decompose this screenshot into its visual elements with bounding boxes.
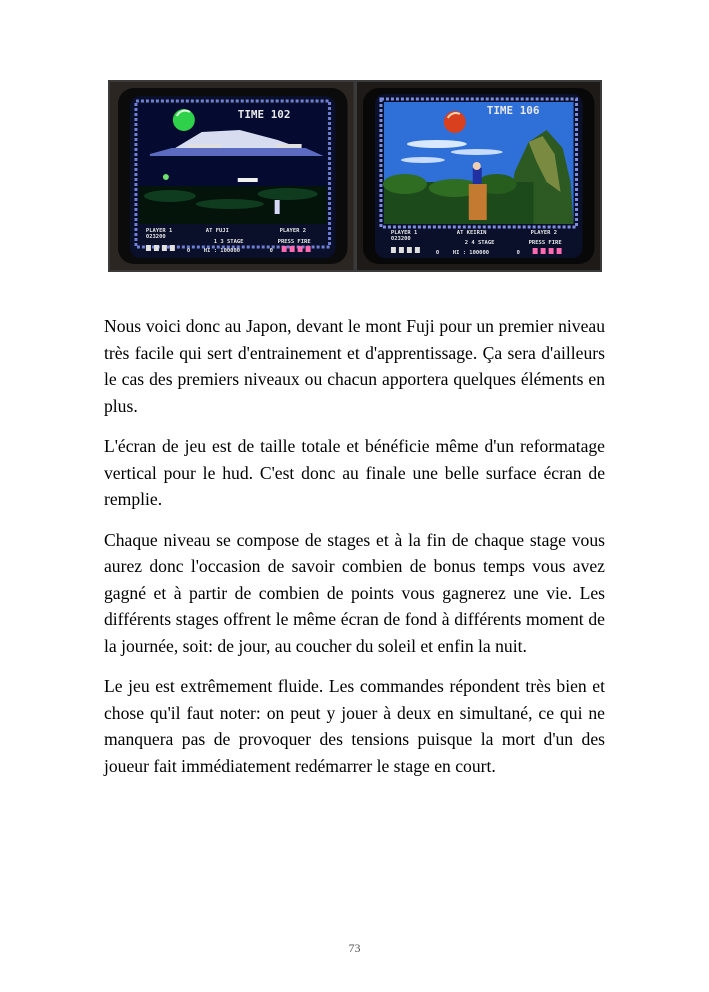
- paragraph-gameplay: Le jeu est extrêmement fluide. Les commandes répondent très bien et chose qu'il faut noter: on peut y jouer à deux en simultané, ce qui ne manquera pas de provoquer des tensions puisque la mort d'un des joueur fait immédiatement redémarrer le stage en court.: [104, 676, 605, 776]
- stage-number: 2 4 STAGE: [464, 239, 494, 247]
- hi-score: HI : 100000: [452, 249, 489, 257]
- time-counter: TIME 106: [486, 103, 540, 118]
- player1-score: 023200: [390, 235, 411, 243]
- crt-fuji-illustration: [110, 82, 354, 270]
- player1-lives-count: 0: [435, 249, 439, 257]
- crt-photo-keirin: [357, 82, 601, 270]
- crt-keirin-illustration: [357, 82, 601, 270]
- player1-label: PLAYER 1: [145, 227, 173, 235]
- paragraph-stages: Chaque niveau se compose de stages et à la fin de chaque stage vous aurez donc l'occasion de savoir combien de bonus temps vous avez gagné et à partir de combien de points vous gagnerez une vie. Les différents stages offrent le même écran de fond à différents moment de la journée, soit: de jour, au coucher du soleil et enfin la nuit.: [104, 529, 605, 656]
- hi-score: HI : 100000: [203, 247, 241, 255]
- stage-number: 1 3 STAGE: [213, 238, 244, 246]
- screenshot-figure: [108, 80, 602, 272]
- press-fire-label: PRESS FIRE: [528, 239, 562, 247]
- stage-location: AT FUJI: [205, 227, 229, 235]
- player2-lives-count: 0: [269, 247, 273, 255]
- player2-lives-count: 0: [516, 249, 520, 257]
- press-fire-label: PRESS FIRE: [277, 238, 311, 246]
- player1-lives-count: 0: [186, 247, 191, 255]
- page-number: 73: [348, 941, 361, 955]
- paragraph-screen: L'écran de jeu est de taille totale et bénéficie même d'un reformatage vertical pour le hud. C'est donc au finale une belle surface écran de remplie.: [104, 436, 605, 509]
- player1-label: PLAYER 1: [390, 229, 417, 237]
- player1-score: 023200: [145, 233, 166, 241]
- player2-label: PLAYER 2: [279, 227, 307, 235]
- time-counter: TIME 102: [237, 107, 291, 122]
- paragraph-intro: Nous voici donc au Japon, devant le mont Fuji pour un premier niveau très facile qui sert d'entrainement et d'apprentissage. Ça sera d'ailleurs le cas des premiers niveaux ou chacun apportera quelques éléments en plus.: [104, 316, 605, 416]
- stage-location: AT KEIRIN: [456, 229, 486, 237]
- player2-label: PLAYER 2: [530, 229, 557, 237]
- article-body: [104, 313, 605, 793]
- crt-photo-fuji: [110, 82, 354, 270]
